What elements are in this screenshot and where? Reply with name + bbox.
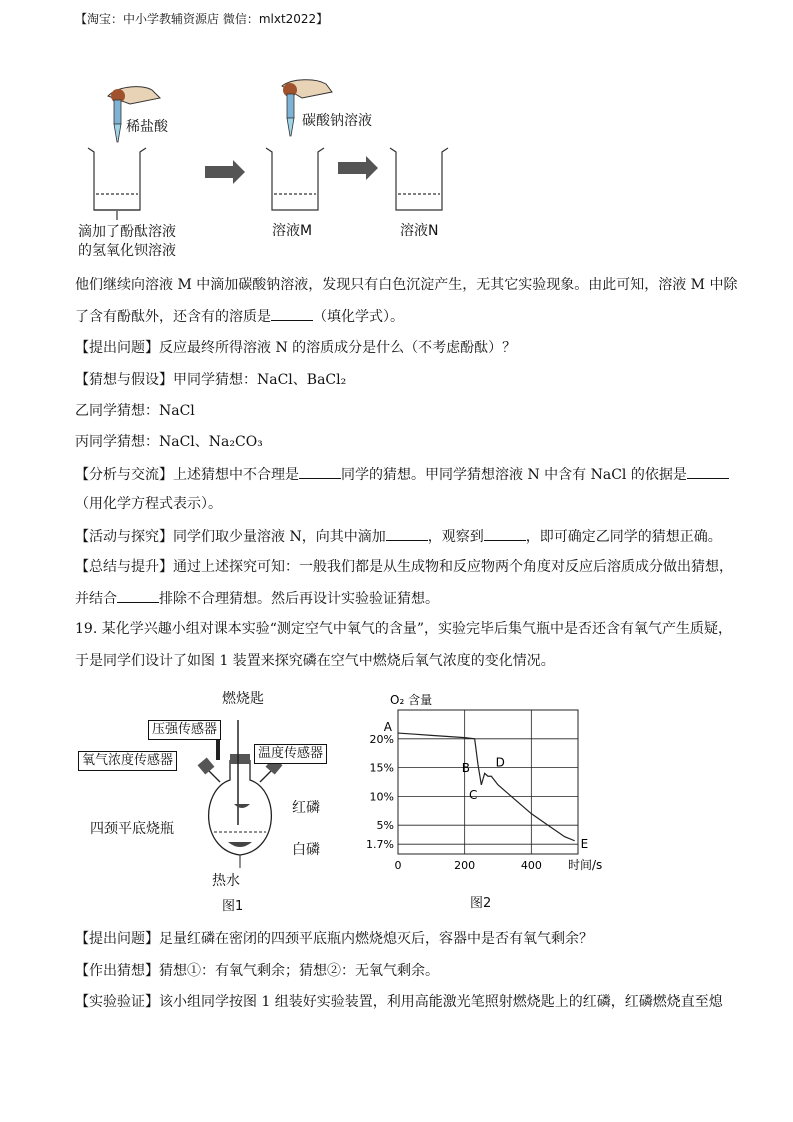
- point-label: C: [468, 787, 478, 802]
- text: 【分析与交流】上述猜想中不合理是: [75, 467, 299, 483]
- analysis-line2: （用化学方程式表示）。: [75, 496, 222, 512]
- flask-label: 四颈平底烧瓶: [90, 821, 174, 837]
- summary-line2: [75, 588, 439, 609]
- y-tick-label: 10%: [369, 790, 394, 804]
- arrow-icon: [205, 160, 245, 184]
- y-tick-label: 20%: [369, 732, 394, 746]
- beaker1-label-line2: 的氢氧化钡溶液: [78, 243, 176, 259]
- text: 并结合: [75, 591, 117, 607]
- hot-water-label: 热水: [212, 873, 240, 889]
- text: ，观察到: [427, 529, 484, 545]
- text: 【活动与探究】同学们取少量溶液 N，向其中滴加: [75, 529, 386, 545]
- y-tick-label: 5%: [376, 819, 394, 833]
- answer-blank[interactable]: [299, 464, 341, 479]
- text: ，即可确定乙同学的猜想正确。: [525, 529, 722, 545]
- series-line: [398, 733, 575, 841]
- problem-statement-2: 【提出问题】足量红磷在密闭的四颈平底瓶内燃烧熄灭后，容器中是否有氧气剩余？: [75, 931, 593, 947]
- white-phosphorus-label: 白磷: [292, 842, 320, 858]
- apparatus-figure: [180, 720, 300, 870]
- oxygen-sensor-label: 氧气浓度传感器: [78, 751, 177, 771]
- spoon-label: 燃烧匙: [222, 691, 264, 707]
- dropper-icon: [114, 100, 121, 142]
- oxygen-chart: [350, 688, 620, 888]
- dropper2-label: 碳酸钠溶液: [302, 113, 372, 129]
- beaker1-label-line1: 滴加了酚酞溶液: [78, 224, 176, 240]
- page-header: 【淘宝：中小学教辅资源店 微信：mlxt2022】: [75, 12, 329, 26]
- answer-blank[interactable]: [117, 588, 159, 603]
- answer-blank[interactable]: [271, 306, 313, 321]
- dropper1-label: 稀盐酸: [126, 119, 168, 135]
- fig1-caption: 图1: [222, 899, 244, 914]
- q19-line1: 19. 某化学兴趣小组对课本实验“测定空气中氧气的含量”，实验完毕后集气瓶中是否还含有氧气产生质疑，: [75, 621, 733, 637]
- point-label: E: [580, 837, 589, 852]
- verify-line: 【实验验证】该小组同学按图 1 组装好实验装置，利用高能激光笔照射燃烧匙上的红磷，红磷燃烧直至熄: [75, 994, 723, 1010]
- dropper-icon: [287, 94, 294, 136]
- x-tick-label: 200: [454, 859, 476, 872]
- point-label: A: [383, 720, 392, 735]
- text: 排除不合理猜想。然后再设计实验验证猜想。: [159, 591, 439, 607]
- x-tick-label: 0: [394, 859, 402, 872]
- para1-line1: 他们继续向溶液 M 中滴加碳酸钠溶液，发现只有白色沉淀产生，无其它实验现象。由此可知，溶液 M 中除: [75, 277, 738, 293]
- analysis-line1: [75, 464, 729, 485]
- answer-blank[interactable]: [484, 526, 526, 541]
- y-axis-label: O₂ 含量: [390, 693, 433, 707]
- beaker2-label: 溶液M: [272, 223, 313, 239]
- arrow-icon: [338, 156, 378, 180]
- x-tick-label: 400: [520, 859, 542, 872]
- y-tick-label: 1.7%: [366, 838, 394, 852]
- beaker-icon: [88, 148, 146, 220]
- hypothesis-line: 【作出猜想】猜想①：有氧气剩余；猜想②：无氧气剩余。: [75, 963, 439, 979]
- para1-line2: [75, 306, 404, 327]
- point-label: D: [495, 755, 505, 770]
- point-label: B: [461, 760, 470, 775]
- q19-line2: 于是同学们设计了如图 1 装置来探究磷在空气中燃烧后氧气浓度的变化情况。: [75, 653, 555, 669]
- beaker3-label: 溶液N: [400, 223, 439, 239]
- summary-line1: 【总结与提升】通过上述探究可知：一般我们都是从生成物和反应物两个角度对反应后溶质成分做出猜想，: [75, 559, 733, 575]
- text: 了含有酚酞外，还含有的溶质是: [75, 309, 271, 325]
- beaker-icon: [266, 148, 324, 210]
- x-axis-label: 时间/s: [568, 858, 603, 872]
- y-tick-label: 15%: [369, 761, 394, 775]
- pressure-sensor-label: 压强传感器: [148, 720, 221, 740]
- guess-jia: 【猜想与假设】甲同学猜想：NaCl、BaCl₂: [75, 372, 347, 388]
- activity-line: [75, 526, 722, 547]
- problem-statement: 【提出问题】反应最终所得溶液 N 的溶质成分是什么（不考虑酚酞）？: [75, 340, 517, 356]
- red-phosphorus-label: 红磷: [292, 800, 320, 816]
- answer-blank[interactable]: [386, 526, 428, 541]
- answer-blank[interactable]: [687, 464, 729, 479]
- guess-yi: 乙同学猜想：NaCl: [75, 403, 195, 419]
- temperature-sensor-label: 温度传感器: [254, 744, 327, 764]
- plot-frame: [398, 710, 578, 854]
- fig2-caption: 图2: [470, 896, 492, 911]
- guess-bing: 丙同学猜想：NaCl、Na₂CO₃: [75, 434, 263, 450]
- text: （填化学式）。: [313, 309, 404, 325]
- beaker-icon: [390, 148, 448, 210]
- text: 同学的猜想。甲同学猜想溶液 N 中含有 NaCl 的依据是: [341, 467, 687, 483]
